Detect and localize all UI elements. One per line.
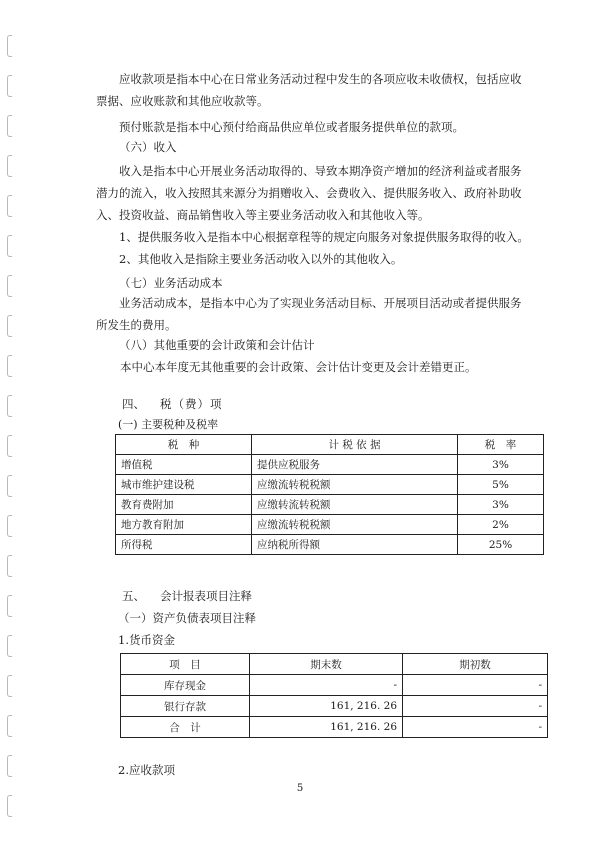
table-cell: 库存现金 [121,675,250,696]
binding-ring [7,595,12,617]
table-cell: 提供应税服务 [252,455,458,475]
table-cell: 应缴流转税税额 [252,475,458,495]
table-cell: 增值税 [116,455,252,475]
binding-ring [7,75,12,97]
table-cell: 合 计 [121,717,250,738]
cash-table [120,653,548,738]
text-line: 入、投资收益、商品销售收入等主要业务活动收入和其他收入等。 [96,208,430,222]
table-row [116,495,544,515]
text-line: 所发生的费用。 [96,318,177,332]
table-cell: 2% [458,515,544,535]
binding-ring [7,475,12,497]
item-title: 2.应收款项 [118,763,175,777]
binding-ring [7,795,12,817]
column-header: 税 种 [116,435,252,455]
column-header: 期末数 [250,654,403,675]
receivable-paragraph [96,68,544,90]
page-number: 5 [296,783,304,794]
section-number: 五、 [122,589,145,603]
binding-ring [7,395,12,417]
binding-ring [7,275,12,297]
section-number: 四、 [122,397,145,411]
column-header: 税 率 [458,435,544,455]
subsection-title: (一) 主要税种及税率 [118,418,219,431]
table-cell: 25% [458,535,544,555]
binding-ring [7,115,12,137]
text-line: 票据、应收账款和其他应收款等。 [96,94,269,108]
subsection-title: （一）资产负债表项目注释 [118,611,256,625]
text-line: 应收款项是指本中心在日常业务活动过程中发生的各项应收未收债权，包括应收 [119,72,522,86]
text-line: 业务活动成本，是指本中心为了实现业务活动目标、开展项目活动或者提供服务 [119,296,522,310]
table-cell: 银行存款 [121,696,250,717]
table-row [116,515,544,535]
binding-ring [7,715,12,737]
text-line: 收入是指本中心开展业务活动取得的、导致本期净资产增加的经济利益或者服务 [119,164,522,178]
service-income-paragraph: 1、提供服务收入是指本中心根据章程等的规定向服务对象提供服务取得的收入。 [119,230,529,244]
table-cell: 所得税 [116,535,252,555]
table-row [121,717,548,738]
table-row [116,535,544,555]
table-cell: 应缴转流转税额 [252,495,458,515]
table-cell: 161, 216. 26 [250,717,403,738]
binding-ring [7,635,12,657]
income-heading: （六）收入 [119,140,177,154]
binding-ring [7,355,12,377]
table-cell: 3% [458,455,544,475]
prepaid-paragraph: 预付账款是指本中心预付给商品供应单位或者服务提供单位的款项。 [119,120,464,134]
binding-ring [7,435,12,457]
table-cell: 161, 216. 26 [250,696,403,717]
table-cell: 教育费附加 [116,495,252,515]
column-header: 计 税 依 据 [252,435,458,455]
table-row [121,696,548,717]
section-title: 税（费）项 [160,397,223,411]
table-cell: - [403,696,548,717]
table-cell: - [250,675,403,696]
column-header: 项 目 [121,654,250,675]
table-row [116,455,544,475]
binding-ring [7,35,12,57]
cost-heading: （七）业务活动成本 [119,276,223,290]
table-cell: 应纳税所得额 [252,535,458,555]
table-header-row [116,435,544,455]
item-title: 1.货币资金 [118,633,175,647]
table-cell: 城市维护建设税 [116,475,252,495]
binding-ring [7,675,12,697]
table-cell: 应缴流转税税额 [252,515,458,535]
tax-table [115,434,544,555]
table-row [116,475,544,495]
other-policy-paragraph: 本中心本年度无其他重要的会计政策、会计估计变更及会计差错更正。 [120,360,477,374]
binding-ring [7,155,12,177]
other-income-paragraph: 2、其他收入是指除主要业务活动收入以外的其他收入。 [119,252,403,266]
text-line: 潜力的流入，收入按照其来源分为捐赠收入、会费收入、提供服务收入、政府补助收 [96,186,522,200]
table-row [121,675,548,696]
table-cell: 3% [458,495,544,515]
table-cell: 5% [458,475,544,495]
binding-ring [7,755,12,777]
binding-ring [7,235,12,257]
table-header-row [121,654,548,675]
binding-ring [7,515,12,537]
binding-ring [7,555,12,577]
table-cell: - [403,675,548,696]
other-policy-heading: （八）其他重要的会计政策和会计估计 [119,338,315,352]
table-cell: 地方教育附加 [116,515,252,535]
column-header: 期初数 [403,654,548,675]
section-title: 会计报表项目注释 [160,589,252,603]
binding-ring [7,195,12,217]
binding-ring [7,315,12,337]
table-cell: - [403,717,548,738]
